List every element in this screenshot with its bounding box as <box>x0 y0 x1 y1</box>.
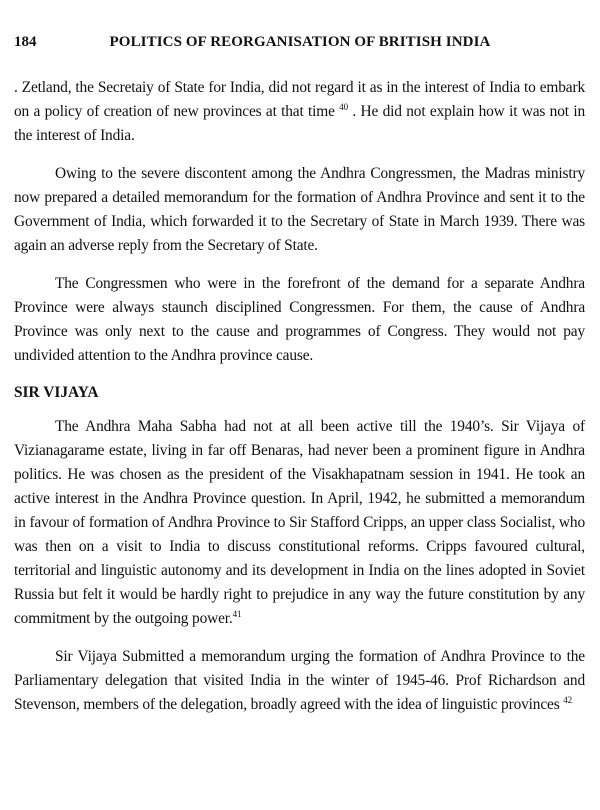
paragraph-congressmen <box>14 272 585 368</box>
paragraph-andhra-maha-sabha <box>14 415 585 631</box>
paragraph-text: Owing to the severe discontent among the Andhra Congressmen, the Madras ministry now prepared a detailed memorandum for the formation of Andhra Province and sent it to the Government of India, which forwarded it to the Secretary of State in March 1939. There was again an adverse reply from the Secretary of State. <box>14 165 585 254</box>
page-number: 184 <box>14 34 37 50</box>
footnote-ref-40: 40 <box>339 101 348 112</box>
paragraph-text: The Andhra Maha Sabha had not at all been active till the 1940’s. Sir Vijaya of Vizianagarame estate, living in far off Benaras, had never been a prominent figure in Andhra politics. He was chosen as the president of the Visakhapatnam session in 1941. He took an active interest in the Andhra Province question. In April, 1942, he submitted a memorandum in favour of formation of Andhra Province to Sir Stafford Cripps, an upper class Socialist, who was then on a visit to India to discuss constitutional reforms. Cripps favoured cultural, territorial and linguistic autonomy and its development in India on the lines adopted in Soviet Russia but felt it would be hardly right to prejudice in any way the future constitution by any commitment by the outgoing power. <box>14 418 585 627</box>
paragraph-parliamentary-delegation <box>14 645 585 717</box>
paragraph-text: The Congressmen who were in the forefront of the demand for a separate Andhra Province were always staunch disciplined Congressmen. For them, the cause of Andhra Province was only next to the cause and programmes of Congress. They would not pay undivided attention to the Andhra province cause. <box>14 275 585 364</box>
paragraph-text: . Zetland, the Secretaiy of State for India, did not regard it as in the interest of India to embark on a policy of creation of new provinces at that time <box>14 79 585 120</box>
paragraph-text: Sir Vijaya Submitted a memorandum urging the formation of Andhra Province to the Parliamentary delegation that visited India in the winter of 1945-46. Prof Richardson and Stevenson, members of the delegation, broadly agreed with the idea of linguistic provinces <box>14 648 585 713</box>
page-header <box>14 34 586 54</box>
paragraph-text-tail: . He did not explain how it was not in the interest of India. <box>14 103 586 144</box>
footnote-ref-42: 42 <box>563 694 572 705</box>
footnote-ref-41: 41 <box>232 608 242 619</box>
paragraph-zetland <box>14 76 585 148</box>
paragraph-madras-memorandum <box>14 162 585 258</box>
running-title: POLITICS OF REORGANISATION OF BRITISH INDIA <box>109 34 491 50</box>
page-body <box>14 76 585 731</box>
section-heading: SIR VIJAYA <box>14 384 99 401</box>
